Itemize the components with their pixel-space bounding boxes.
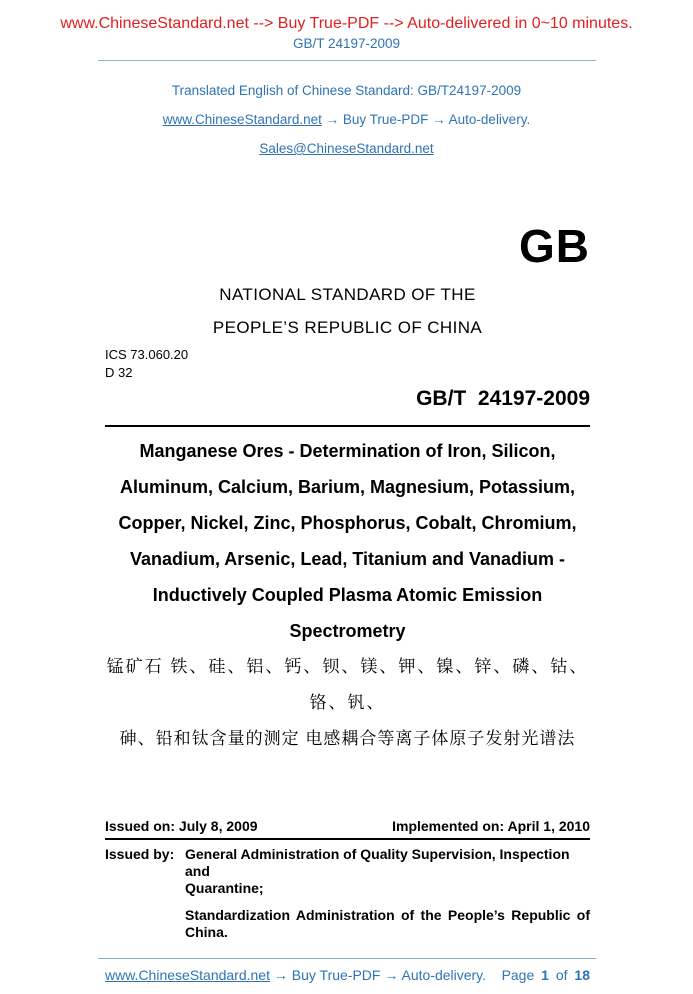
issuer-2-line1: Standardization Administration of the People’s Republic of	[185, 907, 590, 923]
implemented-on-label: Implemented on:	[392, 818, 505, 834]
gb-logo: GB	[519, 220, 590, 272]
issuer-1-line1: General Administration of Quality Supervision, Inspection and	[185, 846, 570, 879]
ics-code: ICS 73.060.20	[105, 347, 189, 362]
issued-by-block	[105, 846, 590, 941]
page-of-label: of	[555, 967, 568, 983]
header-link-line	[0, 111, 693, 128]
title-cn-line: 锰矿石 铁、硅、铝、钙、钡、镁、钾、镍、锌、磷、钴、铬、钒、	[106, 657, 589, 712]
page-label: Page	[501, 967, 535, 983]
issued-by-label: Issued by:	[105, 846, 175, 862]
standard-title-cn	[105, 649, 590, 757]
issuer-1	[185, 846, 590, 897]
footer-website-link[interactable]: www.ChineseStandard.net	[105, 967, 270, 983]
translated-standard-line: Translated English of Chinese Standard: GB/T24197-2009	[171, 83, 522, 98]
content-column	[105, 221, 590, 941]
title-line: Inductively Coupled Plasma Atomic Emission	[152, 585, 543, 605]
issuer-2-line2: China.	[185, 924, 228, 940]
issuer-1-line2: Quarantine;	[185, 880, 264, 896]
footer-link-line	[105, 966, 486, 984]
issuance-divider	[105, 838, 590, 840]
title-line: Copper, Nickel, Zinc, Phosphorus, Cobalt, Chromium,	[118, 513, 577, 533]
national-standard-line2: PEOPLE’S REPUBLIC OF CHINA	[212, 318, 483, 337]
issuer-2	[185, 907, 590, 941]
issued-on-label: Issued on:	[105, 818, 176, 834]
standard-title-en	[105, 433, 590, 649]
title-line: Spectrometry	[289, 621, 406, 641]
footer-link-tail: → Buy True-PDF → Auto-delivery.	[270, 967, 487, 983]
footer-divider	[98, 958, 596, 959]
implemented-on	[392, 817, 590, 835]
implemented-on-value: April 1, 2010	[507, 818, 590, 834]
header-link-tail: → Buy True-PDF → Auto-delivery.	[321, 112, 531, 127]
header-divider	[98, 60, 596, 61]
sales-email-link[interactable]: Sales@ChineseStandard.net	[259, 141, 434, 156]
page-total: 18	[574, 967, 590, 983]
title-cn-line: 砷、铅和钛含量的测定 电感耦合等离子体原子发射光谱法	[119, 729, 576, 748]
title-line: Vanadium, Arsenic, Lead, Titanium and Vanadium -	[129, 549, 566, 569]
footer	[105, 966, 590, 984]
national-standard-line1: NATIONAL STANDARD OF THE	[219, 285, 476, 304]
page-indicator	[502, 966, 590, 984]
issuance-dates-row	[105, 817, 590, 835]
header-standard-code: GB/T 24197-2009	[292, 36, 401, 51]
issued-on	[105, 817, 258, 835]
header-website-link[interactable]: www.ChineseStandard.net	[162, 112, 322, 127]
title-line: Manganese Ores - Determination of Iron, Silicon,	[139, 441, 556, 461]
issued-on-value: July 8, 2009	[178, 818, 258, 834]
document-page	[0, 14, 693, 994]
title-line: Aluminum, Calcium, Barium, Magnesium, Potassium,	[119, 477, 576, 497]
promo-banner-text: www.ChineseStandard.net --> Buy True-PDF --> Auto-delivered in 0~10 minutes.	[60, 15, 633, 32]
doc-classification: D 32	[105, 365, 133, 380]
page-current: 1	[541, 967, 549, 983]
standard-code: GB/T 24197-2009	[416, 387, 590, 410]
ics-block	[105, 347, 590, 380]
code-divider	[105, 425, 590, 427]
